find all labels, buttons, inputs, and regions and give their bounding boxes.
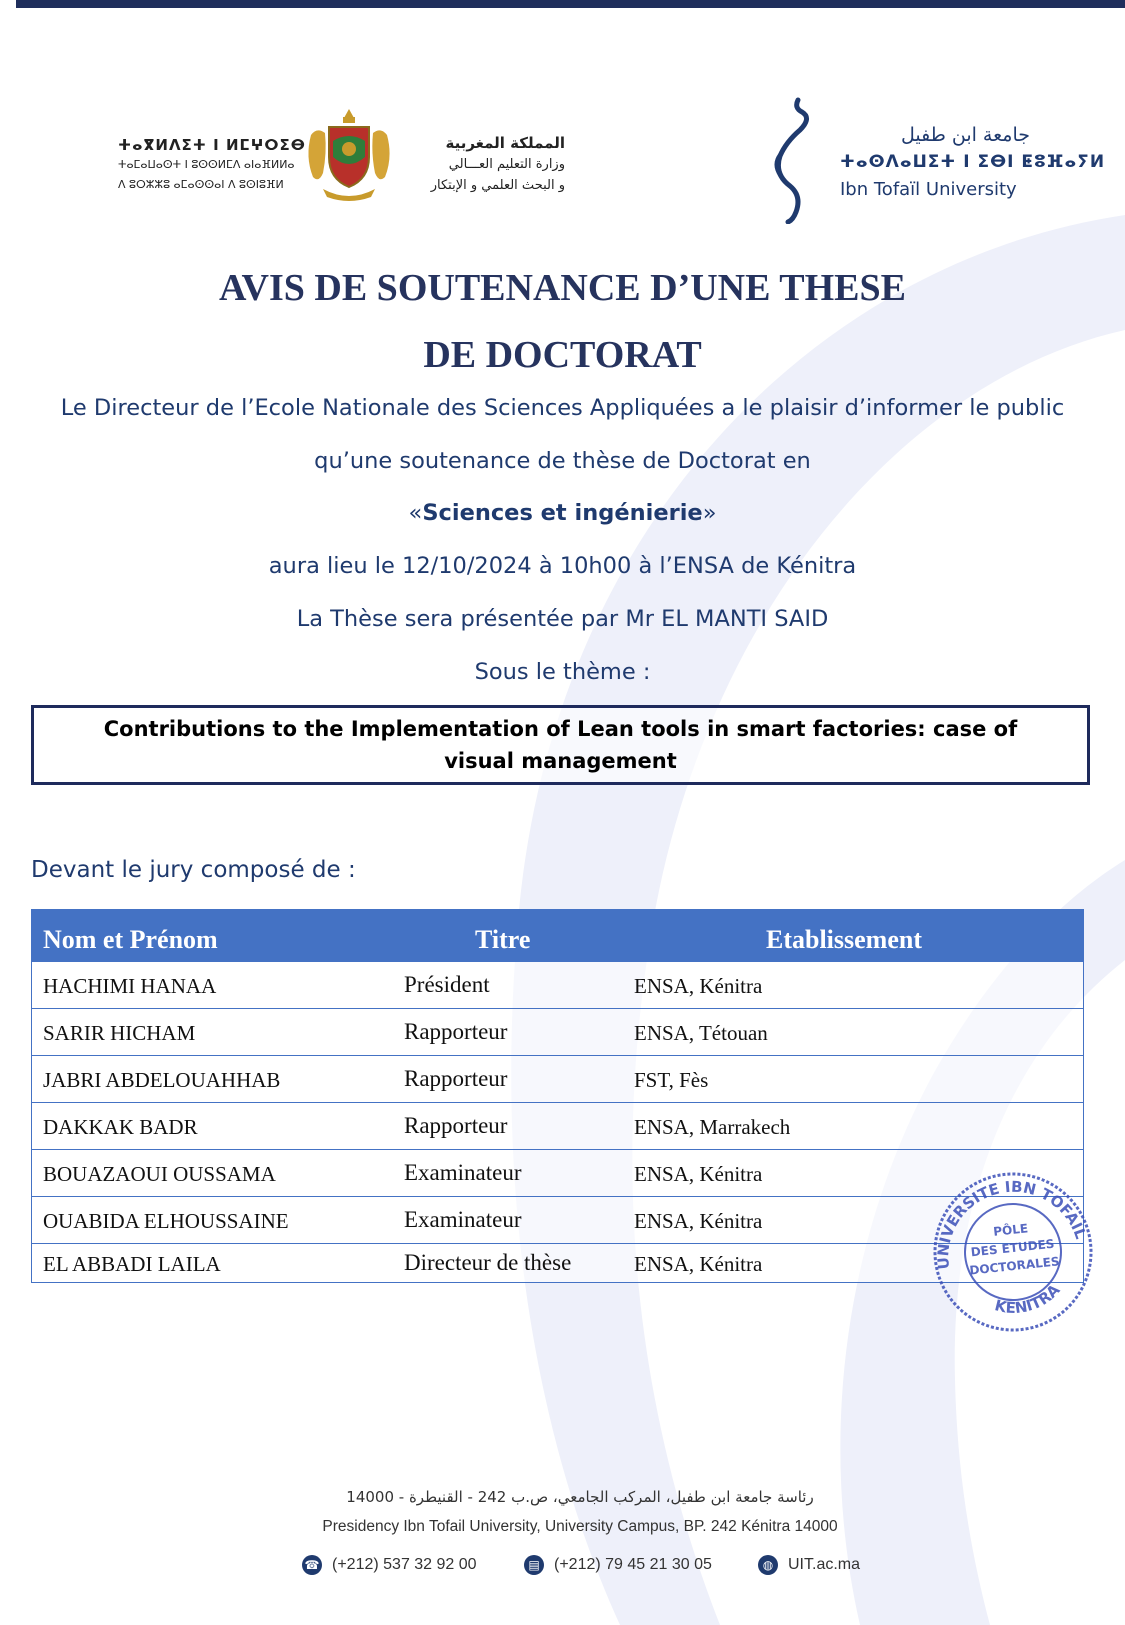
- footer-address-arabic: رئاسة جامعة ابن طفيل، المركب الجامعي، ص.ب 242 - القنيطرة - 14000: [346, 1488, 814, 1506]
- university-name: [840, 122, 1106, 203]
- member-institution: ENSA, Marrakech: [634, 1115, 791, 1139]
- member-title: Examinateur: [404, 1207, 522, 1232]
- member-institution: FST, Fès: [634, 1068, 709, 1092]
- fax-number: (+212) 79 45 21 30 05: [554, 1556, 712, 1573]
- tifinagh-line-2: ⵜⴰⵎⴰⵡⴰⵙⵜ ⵏ ⵓⵙⵙⵍⵎⴷ ⴰⵏⴰⴼⵍⵍⴰ: [118, 158, 295, 171]
- intro-line-2: qu’une soutenance de thèse de Doctorat en: [314, 448, 811, 474]
- ministry-arabic-name: [410, 133, 565, 196]
- ministry-ar-line-2: وزارة التعليم العـــالي: [448, 157, 565, 172]
- member-name: BOUAZAOUI OUSSAMA: [43, 1162, 276, 1186]
- presenter-line: La Thèse sera présentée par Mr EL MANTI SAID: [296, 606, 829, 632]
- field-name: Sciences et ingénierie: [422, 500, 703, 526]
- member-title: Rapporteur: [404, 1019, 508, 1044]
- table-row: [31, 1103, 1084, 1150]
- notice-title-line-1: AVIS DE SOUTENANCE D’UNE THESE: [218, 267, 906, 309]
- jury-label: Devant le jury composé de :: [31, 857, 356, 883]
- phone-number: (+212) 537 32 92 00: [332, 1556, 477, 1573]
- quote-close: »: [702, 500, 717, 526]
- doctoral-studies-stamp-icon: [928, 1170, 1098, 1335]
- header-name: Nom et Prénom: [43, 925, 218, 954]
- ministry-ar-line-3: و البحث العلمي و الإبتكار: [430, 178, 565, 193]
- member-institution: ENSA, Kénitra: [634, 974, 763, 998]
- phone-icon: ☎: [302, 1555, 322, 1575]
- member-name: EL ABBADI LAILA: [43, 1252, 221, 1276]
- thesis-theme: Contributions to the Implementation of Lean tools in smart factories: case of visual management: [103, 717, 1018, 773]
- member-institution: ENSA, Tétouan: [634, 1021, 768, 1045]
- member-title: Examinateur: [404, 1160, 522, 1185]
- table-row: [31, 1009, 1084, 1056]
- member-name: OUABIDA ELHOUSSAINE: [43, 1209, 289, 1233]
- university-name-tifinagh: ⵜⴰⵙⴷⴰⵡⵉⵜ ⵏ ⵉⴱⵏ ⵟⵓⴼⴰⵢⵍ: [840, 152, 1106, 172]
- member-institution: ENSA, Kénitra: [634, 1252, 763, 1276]
- thesis-theme-box: [31, 705, 1090, 785]
- university-name-latin: Ibn Tofaïl University: [840, 179, 1017, 200]
- header-institution: Etablissement: [766, 925, 922, 954]
- footer-fax: [524, 1555, 712, 1575]
- member-institution: ENSA, Kénitra: [634, 1162, 763, 1186]
- table-row: [31, 1197, 1084, 1244]
- stamp-ring-text: UNIVERSITE IBN TOFAIL: [934, 1177, 1090, 1271]
- member-name: HACHIMI HANAA: [43, 974, 217, 998]
- ministry-tifinagh-name: [118, 135, 306, 195]
- table-row: [31, 1056, 1084, 1103]
- doctorate-field: [0, 500, 1125, 526]
- member-title: Président: [404, 972, 490, 997]
- university-name-arabic: جامعة ابن طفيل: [900, 124, 1030, 146]
- stamp-center-line-1: PÔLE: [992, 1221, 1029, 1239]
- ministry-ar-line-1: المملكة المغربية: [445, 134, 565, 152]
- globe-icon: ◍: [758, 1555, 778, 1575]
- member-name: DAKKAK BADR: [43, 1115, 198, 1139]
- header-title: Titre: [475, 925, 531, 954]
- stamp-center-line-2: DES ETUDES: [970, 1236, 1056, 1260]
- jury-table-header: [31, 909, 1084, 962]
- website-link[interactable]: UIT.ac.ma: [788, 1556, 861, 1573]
- ibn-tofail-logo-icon: [766, 96, 826, 224]
- member-name: JABRI ABDELOUAHHAB: [43, 1068, 281, 1092]
- theme-label: Sous le thème :: [474, 659, 651, 685]
- intro-line-1: Le Directeur de l’Ecole Nationale des Sciences Appliquées a le plaisir d’informer le public: [60, 395, 1065, 421]
- footer-phone: [302, 1555, 477, 1575]
- member-institution: ENSA, Kénitra: [634, 1209, 763, 1233]
- fax-icon: ▤: [524, 1555, 544, 1575]
- member-title: Rapporteur: [404, 1066, 508, 1091]
- table-row: [31, 962, 1084, 1009]
- member-title: Rapporteur: [404, 1113, 508, 1138]
- member-title: Directeur de thèse: [404, 1250, 572, 1275]
- table-row: [31, 1150, 1084, 1197]
- stamp-bottom-text: KENITRA: [992, 1280, 1064, 1318]
- table-row: [31, 1244, 1084, 1283]
- quote-open: «: [408, 500, 423, 526]
- tifinagh-line-3: ⴷ ⵓⵔⵣⵣⵓ ⴰⵎⴰⵙⵙⴰⵏ ⴷ ⵓⵙⵏⵓⴼⵍ: [118, 178, 284, 191]
- member-name: SARIR HICHAM: [43, 1021, 196, 1045]
- stamp-center-line-3: DOCTORALES: [968, 1254, 1061, 1278]
- notice-title-line-2: DE DOCTORAT: [423, 334, 702, 376]
- footer-address-english: Presidency Ibn Tofail University, University Campus, BP. 242 Kénitra 14000: [322, 1518, 838, 1535]
- date-location-line: aura lieu le 12/10/2024 à 10h00 à l’ENSA de Kénitra: [268, 553, 857, 579]
- jury-table: [31, 909, 1084, 1283]
- svg-text:KENITRA: [990, 1279, 1066, 1319]
- tifinagh-line-1: ⵜⴰⴳⵍⴷⵉⵜ ⵏ ⵍⵎⵖⵔⵉⴱ: [118, 136, 306, 154]
- footer-website: [758, 1555, 860, 1575]
- morocco-coat-of-arms-icon: [303, 105, 395, 205]
